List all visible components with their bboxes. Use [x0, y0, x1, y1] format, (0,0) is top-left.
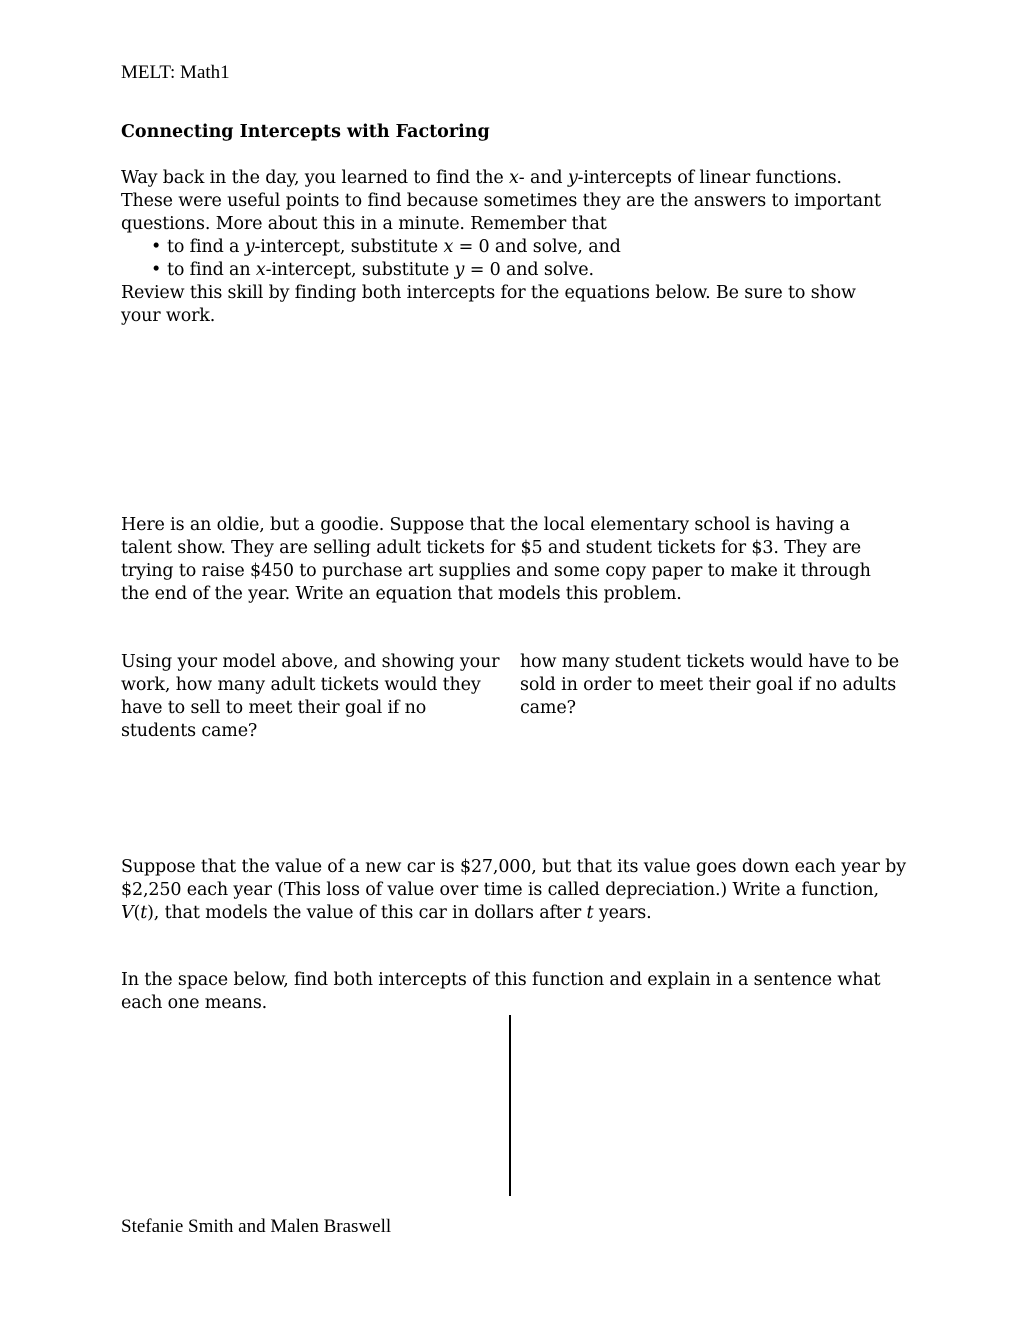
text: -intercept, substitute	[265, 260, 455, 280]
bullet-item-y-intercept	[121, 236, 911, 259]
paragraph-line: each one means.	[121, 993, 268, 1013]
paragraph-line	[121, 902, 911, 925]
page-header: MELT: Math1	[121, 62, 230, 83]
text: (	[133, 903, 141, 923]
intro-line: These were useful points to find because sometimes they are the answers to important	[121, 191, 881, 211]
paragraph-line: Here is an oldie, but a goodie. Suppose that the local elementary school is having a	[121, 515, 850, 535]
function-name: V	[121, 903, 134, 923]
vertical-divider	[509, 1015, 511, 1196]
student-tickets-question	[520, 651, 915, 720]
bullet-icon: •	[151, 260, 162, 280]
paragraph-line: trying to raise $450 to purchase art supplies and some copy paper to make it through	[121, 561, 871, 581]
question-line: sold in order to meet their goal if no adults	[520, 675, 897, 695]
text: = 0 and solve, and	[453, 237, 621, 257]
intercepts-instruction	[121, 969, 911, 1015]
ticket-problem-paragraph	[121, 514, 911, 606]
text: -intercepts of linear functions.	[577, 168, 842, 188]
x-variable: x	[255, 260, 266, 280]
car-depreciation-paragraph	[121, 856, 911, 925]
paragraph-line: talent show. They are selling adult tickets for $5 and student tickets for $3. They are	[121, 538, 861, 558]
page-footer: Stefanie Smith and Malen Braswell	[121, 1216, 392, 1237]
question-line: students came?	[121, 721, 258, 741]
intro-paragraph	[121, 167, 911, 328]
adult-tickets-question	[121, 651, 511, 743]
paragraph-line: In the space below, find both intercepts of this function and explain in a sentence what	[121, 970, 881, 990]
paragraph-line: $2,250 each year (This loss of value over time is called depreciation.) Write a function,	[121, 880, 879, 900]
t-variable: t	[586, 903, 594, 923]
t-variable: t	[140, 903, 148, 923]
question-line: have to sell to meet their goal if no	[121, 698, 427, 718]
y-variable: y	[244, 237, 255, 257]
paragraph-line: the end of the year. Write an equation that models this problem.	[121, 584, 682, 604]
text: to find an	[167, 260, 256, 280]
page-title: Connecting Intercepts with Factoring	[121, 122, 490, 142]
text: - and	[518, 168, 568, 188]
y-variable: y	[567, 168, 578, 188]
intro-line: your work.	[121, 306, 216, 326]
bullet-item-x-intercept	[121, 259, 911, 282]
text: = 0 and solve.	[464, 260, 594, 280]
question-line: work, how many adult tickets would they	[121, 675, 481, 695]
bullet-icon: •	[151, 237, 162, 257]
question-line: how many student tickets would have to be	[520, 652, 899, 672]
x-variable: x	[443, 237, 454, 257]
paragraph-line: Suppose that the value of a new car is $27,000, but that its value goes down each year by	[121, 857, 906, 877]
y-variable: y	[454, 260, 465, 280]
intro-line: Review this skill by finding both intercepts for the equations below. Be sure to show	[121, 283, 856, 303]
text: ), that models the value of this car in dollars after	[147, 903, 587, 923]
question-line: came?	[520, 698, 576, 718]
text: Way back in the day, you learned to find the	[121, 168, 510, 188]
intro-line: questions. More about this in a minute. Remember that	[121, 214, 607, 234]
text: years.	[593, 903, 652, 923]
intro-line	[121, 167, 911, 190]
question-line: Using your model above, and showing your	[121, 652, 500, 672]
x-variable: x	[509, 168, 519, 188]
text: -intercept, substitute	[254, 237, 444, 257]
text: to find a	[167, 237, 245, 257]
